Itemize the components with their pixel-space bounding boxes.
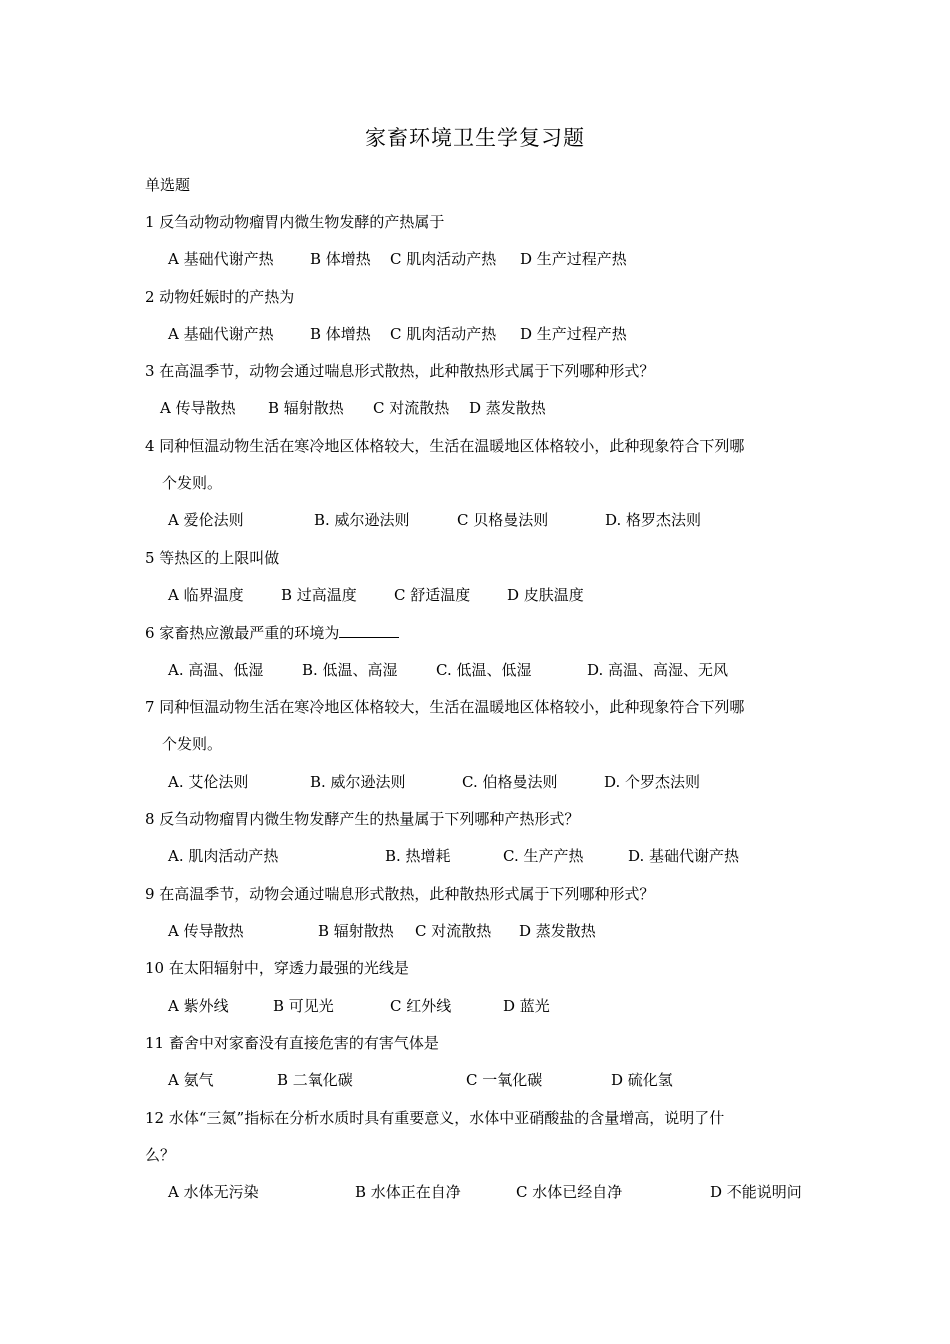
question-stem: 7 同种恒温动物生活在寒冷地区体格较大，生活在温暖地区体格较小，此种现象符合下列哪 bbox=[145, 698, 745, 716]
option: A 水体无污染 bbox=[168, 1183, 259, 1201]
option: A 传导散热 bbox=[168, 922, 244, 940]
option: D. 基础代谢产热 bbox=[628, 847, 740, 865]
option: A 基础代谢产热 bbox=[168, 250, 274, 268]
option: D. 高温、高湿、无风 bbox=[587, 661, 729, 679]
option: D 蓝光 bbox=[503, 997, 550, 1015]
question-stem: 9 在高温季节，动物会通过喘息形式散热，此种散热形式属于下列哪种形式？ bbox=[145, 885, 655, 903]
section-heading: 单选题 bbox=[145, 176, 191, 194]
option: C. 生产产热 bbox=[503, 847, 584, 865]
page-title: 家畜环境卫生学复习题 bbox=[365, 126, 585, 150]
question-stem-continued: 么？ bbox=[145, 1146, 176, 1164]
question-stem: 2 动物妊娠时的产热为 bbox=[145, 288, 295, 306]
option: B 体增热 bbox=[310, 325, 371, 343]
option: B. 威尔逊法则 bbox=[310, 773, 406, 791]
option: D. 格罗杰法则 bbox=[605, 511, 702, 529]
option: B 水体正在自净 bbox=[355, 1183, 461, 1201]
option: B. 热增耗 bbox=[385, 847, 451, 865]
option: B 二氧化碳 bbox=[277, 1071, 353, 1089]
option: C 水体已经自净 bbox=[516, 1183, 623, 1201]
option: A. 艾伦法则 bbox=[168, 773, 249, 791]
option: D 生产过程产热 bbox=[520, 325, 627, 343]
option: C 肌肉活动产热 bbox=[390, 250, 497, 268]
option: B 可见光 bbox=[273, 997, 334, 1015]
option: D 蒸发散热 bbox=[519, 922, 596, 940]
question-stem: 8 反刍动物瘤胃内微生物发酵产生的热量属于下列哪种产热形式？ bbox=[145, 810, 580, 828]
option: C. 伯格曼法则 bbox=[462, 773, 558, 791]
question-stem: 5 等热区的上限叫做 bbox=[145, 549, 280, 567]
option: A. 肌肉活动产热 bbox=[168, 847, 279, 865]
question-stem: 10 在太阳辐射中，穿透力最强的光线是 bbox=[145, 959, 409, 977]
option: C. 低温、低湿 bbox=[436, 661, 532, 679]
option: C 对流散热 bbox=[415, 922, 492, 940]
option: C 红外线 bbox=[390, 997, 452, 1015]
question-stem: 3 在高温季节，动物会通过喘息形式散热，此种散热形式属于下列哪种形式？ bbox=[145, 362, 655, 380]
question-stem: 11 畜舍中对家畜没有直接危害的有害气体是 bbox=[145, 1034, 439, 1052]
question-stem: 1 反刍动物动物瘤胃内微生物发酵的产热属于 bbox=[145, 213, 445, 231]
option: D 不能说明问 bbox=[710, 1183, 802, 1201]
option: D 生产过程产热 bbox=[520, 250, 627, 268]
option: D 皮肤温度 bbox=[507, 586, 584, 604]
option: A 爱伦法则 bbox=[168, 511, 244, 529]
question-stem bbox=[145, 622, 399, 644]
question-stem-continued: 个发则。 bbox=[162, 474, 223, 492]
option: B 过高温度 bbox=[281, 586, 357, 604]
option: D 硫化氢 bbox=[611, 1071, 673, 1089]
option: A. 高温、低湿 bbox=[168, 661, 264, 679]
answer-blank bbox=[339, 623, 399, 638]
option: C 对流散热 bbox=[373, 399, 450, 417]
question-stem: 4 同种恒温动物生活在寒冷地区体格较大，生活在温暖地区体格较小，此种现象符合下列哪 bbox=[145, 437, 745, 455]
option: B 体增热 bbox=[310, 250, 371, 268]
option: A 紫外线 bbox=[168, 997, 229, 1015]
option: A 氨气 bbox=[168, 1071, 214, 1089]
question-stem-continued: 个发则。 bbox=[162, 735, 223, 753]
option: D 蒸发散热 bbox=[469, 399, 546, 417]
option: C 贝格曼法则 bbox=[457, 511, 549, 529]
option: B 辐射散热 bbox=[318, 922, 394, 940]
option: C 舒适温度 bbox=[394, 586, 471, 604]
option: A 传导散热 bbox=[160, 399, 236, 417]
option: B 辐射散热 bbox=[268, 399, 344, 417]
option: C 肌肉活动产热 bbox=[390, 325, 497, 343]
option: B. 低温、高湿 bbox=[302, 661, 398, 679]
question-stem: 12 水体“三氮”指标在分析水质时具有重要意义，水体中亚硝酸盐的含量增高，说明了什 bbox=[145, 1109, 725, 1127]
option: C 一氧化碳 bbox=[466, 1071, 543, 1089]
option: B. 威尔逊法则 bbox=[314, 511, 410, 529]
option: A 临界温度 bbox=[168, 586, 244, 604]
question-stem-text: 6 家畜热应激最严重的环境为 bbox=[145, 624, 340, 642]
option: D. 个罗杰法则 bbox=[604, 773, 701, 791]
option: A 基础代谢产热 bbox=[168, 325, 274, 343]
